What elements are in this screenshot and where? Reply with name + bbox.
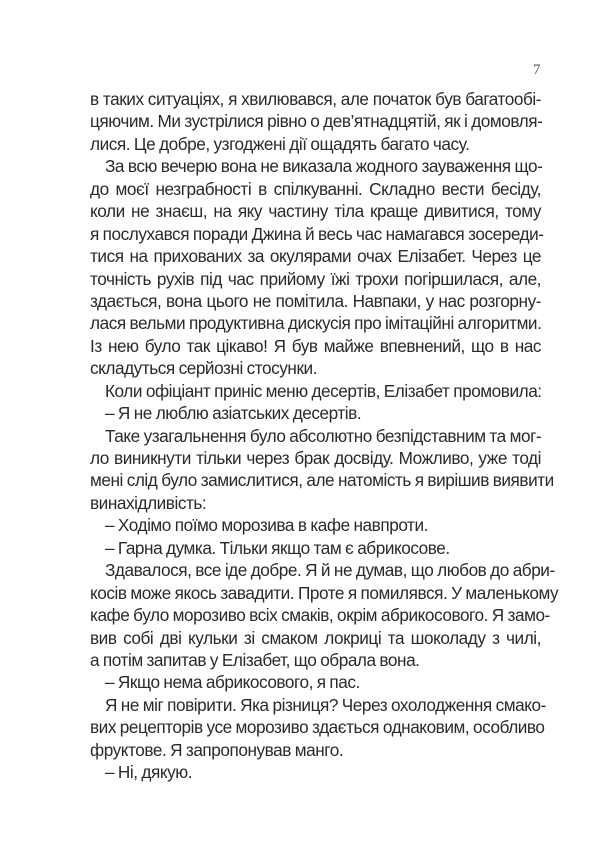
text-line: винахідливість: [90,492,207,513]
text-line: я послухався поради Джина й весь час намагався зосереди- [90,223,544,244]
text-line: цяючим. Ми зустрілися рівно о дев’ятнадцятій, як і домовля- [90,111,543,132]
text-line: здається, вона цього не помітила. Навпаки, у нас розгорну- [90,290,541,311]
text-line: – Ходімо поїмо морозива в кафе навпроти. [105,515,428,536]
text-line: – Гарна думка. Тільки якщо там є абрикосове. [105,537,450,558]
text-line: За всю вечерю вона не виказала жодного зауваження що- [105,156,543,177]
body-text [90,88,559,784]
text-line: фруктове. Я запропонував манго. [90,739,344,760]
text-line: тися на прихованих за окулярами очах Елізабет. Через це [90,246,541,267]
text-line: а потім запитав у Елізабет, що обрала вона. [90,649,420,670]
text-line: косів може якось завадити. Проте я помилявся. У маленькому [90,582,559,603]
page-number: 7 [533,62,541,78]
text-line: кафе було морозиво всіх смаків, окрім абрикосового. Я замо- [90,605,550,626]
text-line: мені слід було замислитися, але натомість я вирішив виявити [90,470,554,491]
text-line: Коли офіціант приніс меню десертів, Елізабет промовила: [105,380,542,401]
text-line: складуться серйозні стосунки. [90,358,318,379]
text-line: лися. Це добре, узгоджені дії ощадять багато часу. [90,133,470,154]
text-line: Я не міг повірити. Яка різниця? Через охолодження смако- [105,694,546,715]
text-line: в таких ситуаціях, я хвилювався, але початок був багатообі- [90,89,541,109]
text-line: – Я не люблю азіатських десертів. [105,403,362,424]
text-line: ло виникнути тільки через брак досвіду. Можливо, уже тоді [90,448,541,468]
text-line: Із нею було так цікаво! Я був майже впевнений, що в нас [90,335,541,356]
text-line: точність рухів під час прийому їжі трохи погіршилася, але, [90,268,541,289]
text-line: вив собі дві кульки зі смаком локриці та шоколаду з чилі, [90,627,541,648]
text-line: – Ні, дякую. [105,762,193,783]
text-line: – Якщо нема абрикосового, я пас. [105,672,360,693]
text-line: до моєї незграбності в спілкуванні. Складно вести бесіду, [90,178,541,199]
text-line: коли не знаєш, на яку частину тіла краще дивитися, тому [90,201,541,222]
text-line: Здавалося, все іде добре. Я й не думав, що любов до абри- [105,560,555,581]
text-line: Таке узагальнення було абсолютно безпідставним та мог- [105,425,542,446]
text-line: лася вельми продуктивна дискусія про імітаційні алгоритми. [90,313,542,334]
text-line: вих рецепторів усе морозиво здається однаковим, особливо [90,717,545,738]
